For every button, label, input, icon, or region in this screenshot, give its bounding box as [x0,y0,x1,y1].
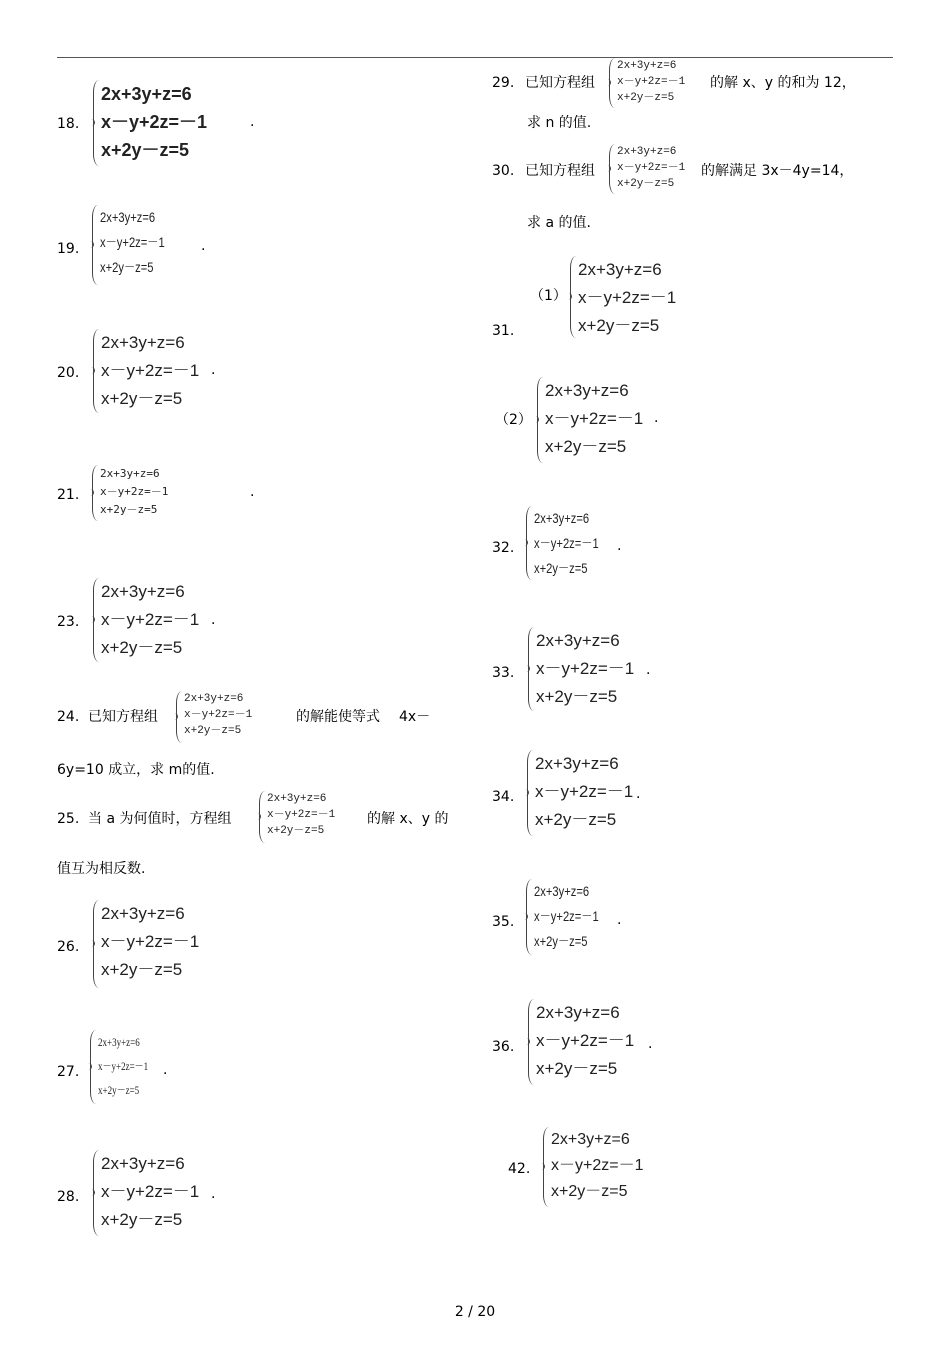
problem-30-text: 的解满足 3x－4y=14， [701,163,854,179]
period: . [211,1186,216,1202]
problem-25-text: 当 a 为何值时，方程组 [88,811,232,827]
period: . [250,484,255,500]
period: . [654,410,659,426]
problem-31-number: 31. [492,323,515,339]
period: . [163,1062,168,1078]
problem-27-number: 27. [57,1064,80,1080]
period: . [617,538,622,554]
period: . [648,1036,653,1052]
problem-33-number: 33. [492,665,515,681]
problem-18-number: 18. [57,116,80,132]
problem-29-text: 已知方程组 [525,75,595,91]
problem-35-number: 35. [492,914,515,930]
period: . [617,912,622,928]
problem-25-number: 25. [57,811,80,827]
problem-30-text: 求 a 的值. [527,215,591,231]
problem-30-number: 30. [492,163,515,179]
problem-25-text: 的解 x、y 的 [367,811,449,827]
problem-30-text: 已知方程组 [525,163,595,179]
problem-24-number: 24. [57,709,80,725]
problem-26-number: 26. [57,939,80,955]
problem-32-number: 32. [492,540,515,556]
problem-34-number: 34. [492,789,515,805]
problem-29-number: 29. [492,75,515,91]
sub-item-1: （1） [530,288,567,304]
problem-25-text: 值互为相反数. [57,861,146,877]
sub-item-2: （2） [495,412,532,428]
problem-29-text: 的解 x、y 的和为 12， [710,75,856,91]
period: . [201,238,206,254]
problem-42-number: 42. [508,1161,531,1177]
period: . [250,114,255,130]
period: . [211,362,216,378]
header-rule [57,57,893,58]
period: . [646,662,651,678]
period: . [211,612,216,628]
period: . [636,786,641,802]
problem-23-number: 23. [57,614,80,630]
problem-36-number: 36. [492,1039,515,1055]
problem-21-number: 21. [57,487,80,503]
problem-24-text: 6y=10 成立，求 m的值. [57,762,215,778]
problem-24-text: 的解能使等式 [296,709,380,725]
problem-24-text: 已知方程组 [88,709,158,725]
problem-19-number: 19. [57,241,80,257]
problem-20-number: 20. [57,365,80,381]
page-number: 2 / 20 [454,1304,496,1320]
problem-24-text: 4x－ [399,709,431,725]
problem-28-number: 28. [57,1189,80,1205]
problem-29-text: 求 n 的值. [527,115,592,131]
